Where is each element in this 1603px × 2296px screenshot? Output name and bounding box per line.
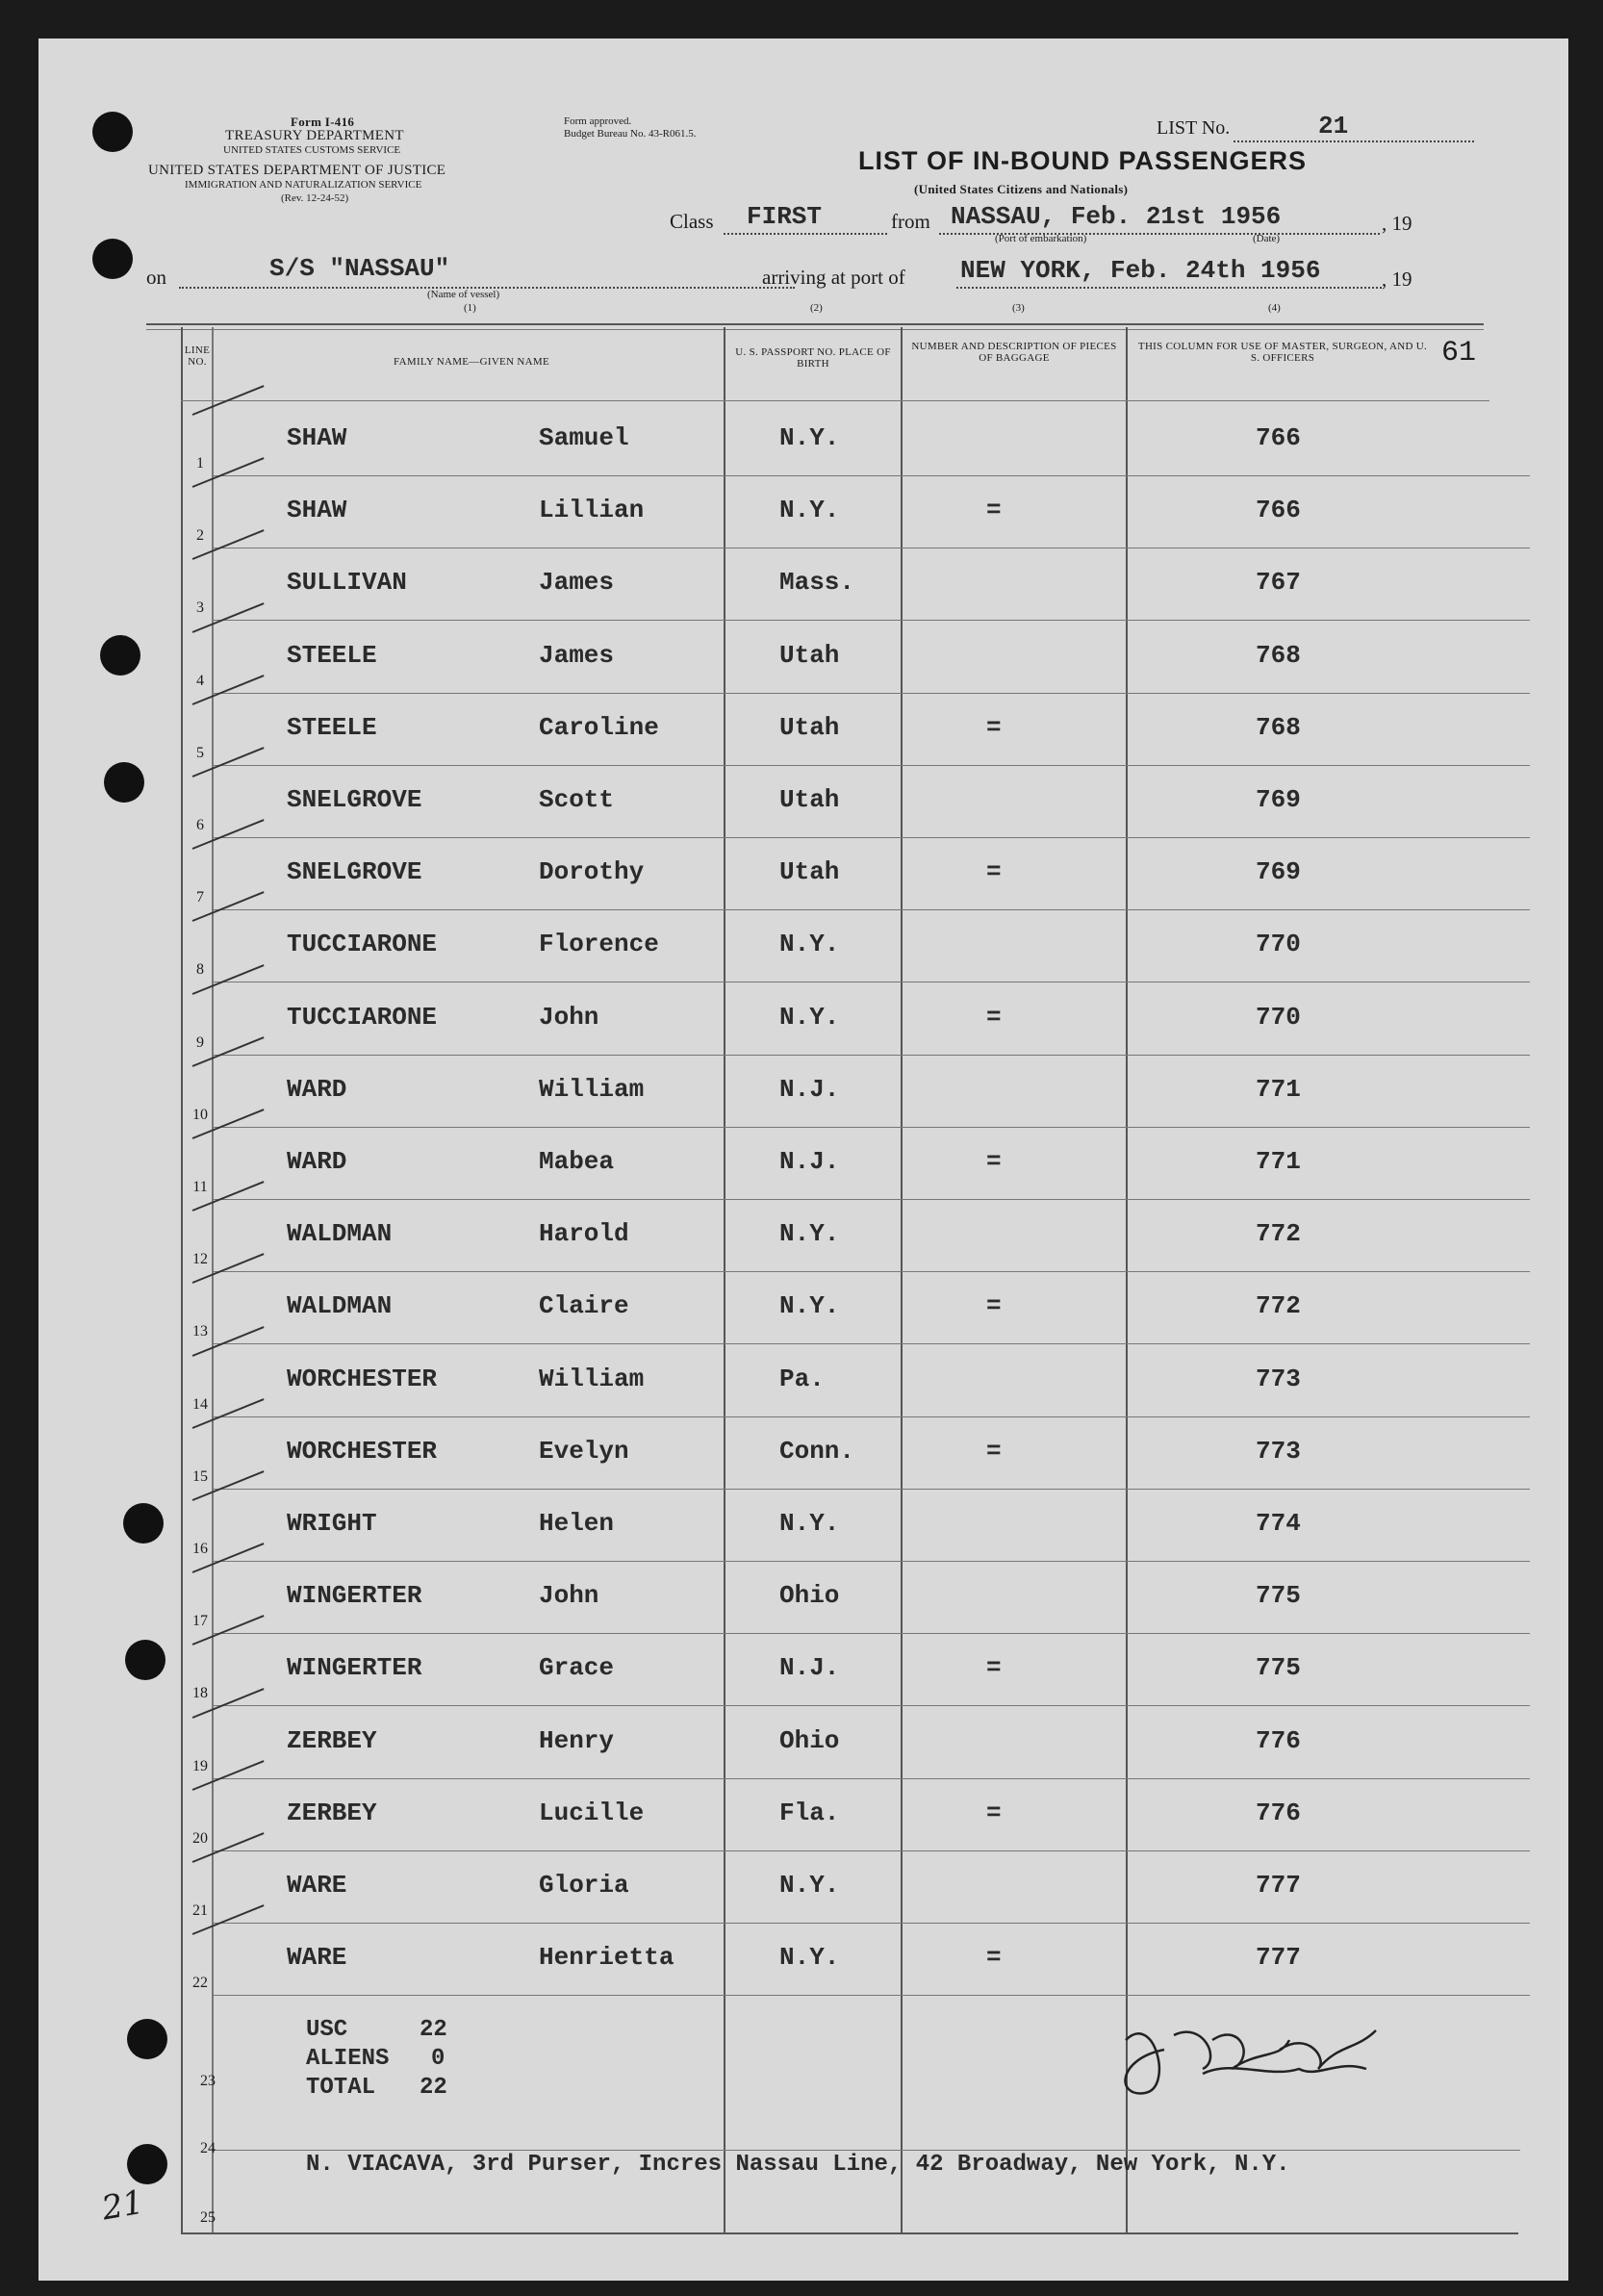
line-number: 22: [192, 1975, 208, 1992]
family-name: WORCHESTER: [287, 1364, 438, 1393]
col-header-officers: THIS COLUMN FOR USE OF MASTER, SURGEON, AND U. S. OFFICERS: [1137, 341, 1428, 364]
line-number-25: 25: [200, 2209, 216, 2226]
given-name: William: [539, 1074, 645, 1104]
family-name: WARD: [287, 1147, 347, 1176]
punch-hole: [92, 239, 133, 279]
officer-number: 774: [1256, 1509, 1301, 1538]
col-num-2: (2): [810, 302, 823, 314]
form-number: Form I-416: [291, 115, 355, 129]
given-name: John: [539, 1581, 599, 1611]
place-of-birth: Utah: [779, 712, 840, 742]
table-row: [38, 1851, 1568, 1924]
family-name: WARD: [287, 1074, 347, 1104]
officer-number: 771: [1256, 1074, 1301, 1104]
list-no-value: 21: [1318, 112, 1349, 140]
line-number: 20: [192, 1829, 208, 1847]
usc-value: 22: [420, 2017, 447, 2043]
officer-number: 773: [1256, 1436, 1301, 1466]
given-name: Samuel: [539, 423, 629, 452]
place-of-birth: Utah: [779, 640, 840, 670]
class-value: FIRST: [747, 202, 823, 231]
place-of-birth: Utah: [779, 857, 840, 887]
officer-number: 773: [1256, 1364, 1301, 1393]
vessel-name: S/S "NASSAU": [269, 254, 450, 283]
form-approved: Form approved.: [564, 115, 632, 127]
arriving-label: arriving at port of: [762, 266, 905, 289]
table-row: [38, 404, 1568, 476]
table-row: [38, 910, 1568, 982]
officer-number: 772: [1256, 1291, 1301, 1321]
baggage-mark: =: [986, 1798, 1002, 1827]
line-number: 14: [192, 1395, 208, 1413]
given-name: Lucille: [539, 1798, 645, 1827]
family-name: SHAW: [287, 423, 347, 452]
family-name: SHAW: [287, 496, 347, 525]
given-name: Henrietta: [539, 1943, 674, 1973]
from-value: NASSAU, Feb. 21st 1956: [951, 202, 1282, 231]
table-row: [38, 1924, 1568, 1996]
baggage-mark: =: [986, 857, 1002, 887]
family-name: ZERBEY: [287, 1725, 377, 1755]
line-number: 21: [192, 1902, 208, 1919]
page-title: LIST OF IN-BOUND PASSENGERS: [858, 146, 1308, 175]
line-number: 19: [192, 1757, 208, 1774]
family-name: WINGERTER: [287, 1581, 422, 1611]
table-row: [38, 766, 1568, 838]
vessel-col-num: (1): [464, 302, 476, 314]
officer-number: 770: [1256, 930, 1301, 959]
family-name: WALDMAN: [287, 1219, 393, 1249]
table-row: [38, 548, 1568, 621]
baggage-mark: =: [986, 496, 1002, 525]
line-number: 2: [196, 527, 204, 545]
officer-number: 777: [1256, 1943, 1301, 1973]
place-of-birth: N.Y.: [779, 1219, 840, 1249]
punch-hole: [92, 112, 133, 152]
place-of-birth: N.Y.: [779, 930, 840, 959]
officer-number: 768: [1256, 712, 1301, 742]
document-sheet: [38, 38, 1568, 2281]
vessel-caption: (Name of vessel): [427, 289, 500, 300]
usc-label: USC: [306, 2017, 348, 2043]
line-number: 5: [196, 744, 204, 761]
line-number: 9: [196, 1033, 204, 1051]
given-name: Evelyn: [539, 1436, 629, 1466]
page-subtitle: (United States Citizens and Nationals): [914, 182, 1129, 196]
class-label: Class: [670, 210, 714, 233]
given-name: Mabea: [539, 1147, 615, 1176]
place-of-birth: N.Y.: [779, 1002, 840, 1032]
line-number: 11: [192, 1179, 208, 1195]
family-name: TUCCIARONE: [287, 1002, 438, 1032]
col-num-3: (3): [1012, 302, 1025, 314]
given-name: Scott: [539, 785, 615, 814]
table-row: [38, 694, 1568, 766]
line-number: 18: [192, 1685, 208, 1702]
table-row: [38, 983, 1568, 1056]
family-name: STEELE: [287, 712, 377, 742]
treasury-label: TREASURY DEPARTMENT: [225, 128, 404, 143]
line-number: 12: [192, 1251, 208, 1268]
place-of-birth: Utah: [779, 785, 840, 814]
budget-bureau: Budget Bureau No. 43-R061.5.: [564, 128, 697, 140]
given-name: Helen: [539, 1509, 615, 1538]
family-name: ZERBEY: [287, 1798, 377, 1827]
table-row: [38, 1272, 1568, 1344]
family-name: STEELE: [287, 640, 377, 670]
table-row: [38, 1417, 1568, 1490]
line-number: 17: [192, 1613, 208, 1630]
officer-number: 775: [1256, 1653, 1301, 1683]
table-row: [38, 1634, 1568, 1706]
place-of-birth: Conn.: [779, 1436, 855, 1466]
family-name: SNELGROVE: [287, 785, 422, 814]
table-row: [38, 1779, 1568, 1851]
line-number: 6: [196, 817, 204, 833]
date-caption: (Date): [1253, 233, 1281, 244]
place-of-birth: N.Y.: [779, 1509, 840, 1538]
given-name: Lillian: [539, 496, 645, 525]
margin-note: 21: [98, 2182, 147, 2229]
officer-number: 769: [1256, 785, 1301, 814]
officer-number: 771: [1256, 1147, 1301, 1176]
col-header-passport: U. S. PASSPORT NO. PLACE OF BIRTH: [735, 346, 891, 370]
port-embarkation-caption: (Port of embarkation): [995, 233, 1087, 244]
table-row: [38, 1562, 1568, 1634]
immigration-label: IMMIGRATION AND NATURALIZATION SERVICE: [185, 179, 422, 191]
given-name: James: [539, 640, 615, 670]
line-number: 13: [192, 1323, 208, 1340]
officer-number: 777: [1256, 1871, 1301, 1900]
place-of-birth: Ohio: [779, 1725, 840, 1755]
table-row: [38, 1128, 1568, 1200]
family-name: WINGERTER: [287, 1653, 422, 1683]
given-name: James: [539, 568, 615, 598]
officer-signature: [1087, 2002, 1405, 2107]
on-label: on: [146, 266, 166, 289]
officer-number: 766: [1256, 423, 1301, 452]
given-name: Claire: [539, 1291, 629, 1321]
family-name: WORCHESTER: [287, 1436, 438, 1466]
arriving-value: NEW YORK, Feb. 24th 1956: [960, 256, 1321, 285]
baggage-mark: =: [986, 1147, 1002, 1176]
baggage-mark: =: [986, 1002, 1002, 1032]
baggage-mark: =: [986, 1291, 1002, 1321]
row-divider: [212, 1995, 1530, 1996]
officer-number: 775: [1256, 1581, 1301, 1611]
baggage-mark: =: [986, 1943, 1002, 1973]
baggage-mark: =: [986, 1653, 1002, 1683]
line-number: 4: [196, 672, 204, 689]
officer-number: 767: [1256, 568, 1301, 598]
officer-number: 776: [1256, 1725, 1301, 1755]
place-of-birth: N.Y.: [779, 1871, 840, 1900]
officer-number: 768: [1256, 640, 1301, 670]
revision-label: (Rev. 12-24-52): [281, 192, 349, 204]
table-row: [38, 838, 1568, 910]
table-row: [38, 1490, 1568, 1562]
given-name: Florence: [539, 930, 659, 959]
col-header-name: FAMILY NAME—GIVEN NAME: [394, 356, 549, 368]
place-of-birth: N.J.: [779, 1147, 840, 1176]
table-row: [38, 622, 1568, 694]
place-of-birth: N.Y.: [779, 496, 840, 525]
family-name: WRIGHT: [287, 1509, 377, 1538]
place-of-birth: Mass.: [779, 568, 855, 598]
line-number: 3: [196, 600, 204, 617]
given-name: Caroline: [539, 712, 659, 742]
given-name: Harold: [539, 1219, 629, 1249]
place-of-birth: N.Y.: [779, 1943, 840, 1973]
line-number: 16: [192, 1541, 208, 1557]
year-suffix-2: , 19: [1382, 268, 1412, 291]
family-name: WARE: [287, 1871, 347, 1900]
line-number: 10: [192, 1106, 208, 1123]
baggage-mark: =: [986, 1436, 1002, 1466]
line-number: 15: [192, 1467, 208, 1485]
punch-hole: [127, 2019, 167, 2059]
line-number: 1: [196, 455, 204, 472]
officer-number: 776: [1256, 1798, 1301, 1827]
officer-number: 769: [1256, 857, 1301, 887]
customs-label: UNITED STATES CUSTOMS SERVICE: [223, 144, 401, 156]
table-row: [38, 476, 1568, 548]
table-row: [38, 1056, 1568, 1128]
aliens-value: 0: [431, 2046, 445, 2072]
table-row: [38, 1707, 1568, 1779]
officer-number: 766: [1256, 496, 1301, 525]
officer-number: 772: [1256, 1219, 1301, 1249]
given-name: Henry: [539, 1725, 615, 1755]
given-name: Gloria: [539, 1871, 629, 1900]
place-of-birth: N.Y.: [779, 1291, 840, 1321]
page-number: 61: [1441, 337, 1477, 370]
family-name: SULLIVAN: [287, 568, 407, 598]
family-name: WALDMAN: [287, 1291, 393, 1321]
place-of-birth: Fla.: [779, 1798, 840, 1827]
baggage-mark: =: [986, 712, 1002, 742]
place-of-birth: Pa.: [779, 1364, 825, 1393]
place-of-birth: N.J.: [779, 1074, 840, 1104]
place-of-birth: N.Y.: [779, 423, 840, 452]
line-number: 7: [196, 889, 204, 906]
col-header-line-no: LINE NO.: [184, 344, 211, 368]
line-number-24: 24: [200, 2140, 216, 2156]
table-row: [38, 1345, 1568, 1417]
col-num-4: (4): [1268, 302, 1281, 314]
punch-hole: [127, 2144, 167, 2184]
list-no-label: LIST No.: [1157, 117, 1231, 139]
line-number: 8: [196, 961, 204, 979]
officer-number: 770: [1256, 1002, 1301, 1032]
family-name: WARE: [287, 1943, 347, 1973]
given-name: Grace: [539, 1653, 615, 1683]
col-header-baggage: NUMBER AND DESCRIPTION OF PIECES OF BAGGAGE: [911, 341, 1117, 364]
aliens-label: ALIENS: [306, 2046, 390, 2072]
total-value: 22: [420, 2075, 447, 2101]
place-of-birth: Ohio: [779, 1581, 840, 1611]
justice-label: UNITED STATES DEPARTMENT OF JUSTICE: [148, 163, 446, 178]
given-name: Dorothy: [539, 857, 645, 887]
family-name: TUCCIARONE: [287, 930, 438, 959]
given-name: William: [539, 1364, 645, 1393]
line-number-23: 23: [200, 2073, 216, 2089]
place-of-birth: N.J.: [779, 1653, 840, 1683]
total-label: TOTAL: [306, 2075, 376, 2101]
given-name: John: [539, 1002, 599, 1032]
table-row: [38, 1200, 1568, 1272]
year-suffix-1: , 19: [1382, 212, 1412, 235]
from-label: from: [891, 210, 930, 233]
family-name: SNELGROVE: [287, 857, 422, 887]
purser-line: N. VIACAVA, 3rd Purser, Incres Nassau Line, 42 Broadway, New York, N.Y.: [306, 2152, 1290, 2178]
